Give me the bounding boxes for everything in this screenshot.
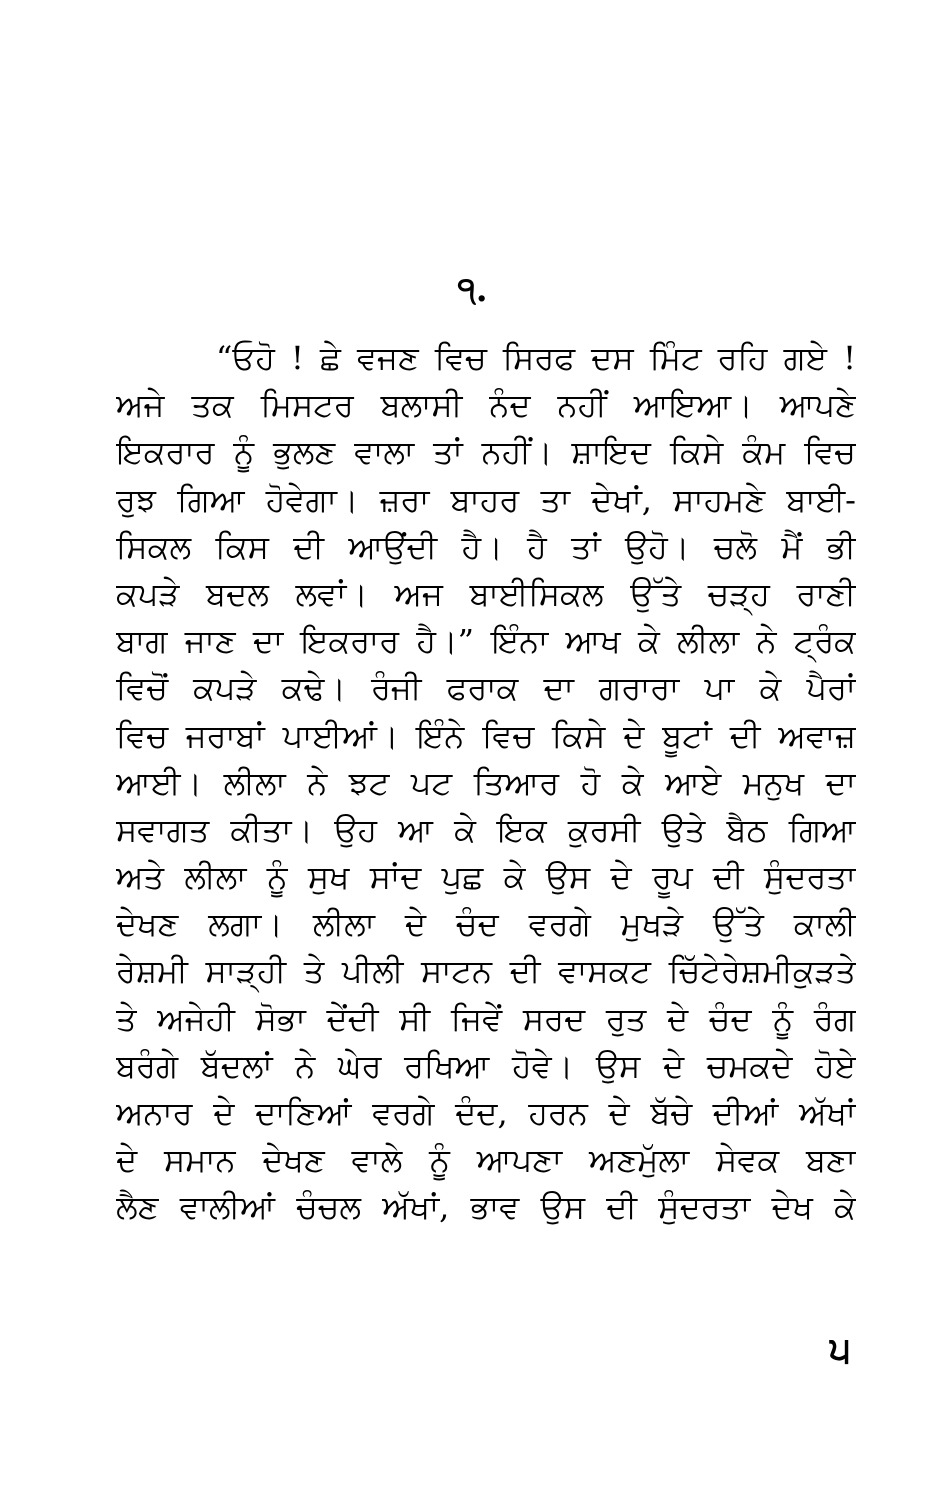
text-line: ਵਿਚੋਂ ਕਪੜੇ ਕਢੇ। ਰੰਜੀ ਫਰਾਕ ਦਾ ਗਰਾਰਾ ਪਾ ਕੇ ਪੈਰਾਂ: [116, 669, 856, 708]
text-line: ਰੇਸ਼ਮੀ ਸਾੜ੍ਹੀ ਤੇ ਪੀਲੀ ਸਾਟਨ ਦੀ ਵਾਸਕਟ ਚਿੱਟੇਰੇਸ਼ਮੀਕੁੜਤੇ: [116, 952, 856, 991]
text-line: ਸਵਾਗਤ ਕੀਤਾ। ਉਹ ਆ ਕੇ ਇਕ ਕੁਰਸੀ ਉਤੇ ਬੈਠ ਗਿਆ: [116, 810, 856, 849]
text-line: ਤੇ ਅਜੇਹੀ ਸੋਭਾ ਦੇਂਦੀ ਸੀ ਜਿਵੇਂ ਸਰਦ ਰੁਤ ਦੇ ਚੰਦ ਨੂੰ ਰੰਗ: [116, 999, 856, 1038]
page-number: ੫: [829, 1329, 851, 1371]
text-line: ਅਤੇ ਲੀਲਾ ਨੂੰ ਸੁਖ ਸਾਂਦ ਪੁਛ ਕੇ ਉਸ ਦੇ ਰੂਪ ਦੀ ਸੁੰਦਰਤਾ: [116, 858, 856, 897]
text-line: ਬਰੰਗੇ ਬੱਦਲਾਂ ਨੇ ਘੇਰ ਰਖਿਆ ਹੋਵੇ। ਉਸ ਦੇ ਚਮਕਦੇ ਹੋਏ: [116, 1046, 856, 1085]
text-line: ਆਈ। ਲੀਲਾ ਨੇ ਝਟ ਪਟ ਤਿਆਰ ਹੋ ਕੇ ਆਏ ਮਨੁਖ ਦਾ: [116, 763, 856, 802]
text-line: ਬਾਗ ਜਾਣ ਦਾ ਇਕਰਾਰ ਹੈ।” ਇੰਨਾ ਆਖ ਕੇ ਲੀਲਾ ਨੇ ਟ੍ਰੰਕ: [116, 622, 856, 661]
text-line: ਅਜੇ ਤਕ ਮਿਸਟਰ ਬਲਾਸੀ ਨੰਦ ਨਹੀਂ ਆਇਆ। ਆਪਣੇ: [116, 386, 856, 425]
text-line: ਕਪੜੇ ਬਦਲ ਲਵਾਂ। ਅਜ ਬਾਈਸਿਕਲ ਉੱਤੇ ਚੜ੍ਹ ਰਾਣੀ: [116, 574, 856, 613]
text-line: ਅਨਾਰ ਦੇ ਦਾਣਿਆਂ ਵਰਗੇ ਦੰਦ, ਹਰਨ ਦੇ ਬੱਚੇ ਦੀਆਂ ਅੱਖਾਂ: [116, 1094, 856, 1132]
text-line: ਦੇਖਣ ਲਗਾ। ਲੀਲਾ ਦੇ ਚੰਦ ਵਰਗੇ ਮੁਖੜੇ ਉੱਤੇ ਕਾਲੀ: [116, 905, 856, 944]
text-line: “ਓਹੋ ! ਛੇ ਵਜਣ ਵਿਚ ਸਿਰਫ ਦਸ ਮਿੰਟ ਰਹਿ ਗਏ !: [216, 339, 856, 377]
text-line: ਇਕਰਾਰ ਨੂੰ ਭੁਲਣ ਵਾਲਾ ਤਾਂ ਨਹੀਂ। ਸ਼ਾਇਦ ਕਿਸੇ ਕੰਮ ਵਿਚ: [116, 433, 856, 472]
text-line: ਵਿਚ ਜਰਾਬਾਂ ਪਾਈਆਂ। ਇੰਨੇ ਵਿਚ ਕਿਸੇ ਦੇ ਬੂਟਾਂ ਦੀ ਅਵਾਜ਼: [116, 716, 856, 755]
text-line: ਲੈਣ ਵਾਲੀਆਂ ਚੰਚਲ ਅੱਖਾਂ, ਭਾਵ ਉਸ ਦੀ ਸੁੰਦਰਤਾ ਦੇਖ ਕੇ: [116, 1188, 856, 1227]
text-line: ਦੇ ਸਮਾਨ ਦੇਖਣ ਵਾਲੇ ਨੂੰ ਆਪਣਾ ਅਣਮੁੱਲਾ ਸੇਵਕ ਬਣਾ: [116, 1141, 856, 1180]
text-line: ਸਿਕਲ ਕਿਸ ਦੀ ਆਉਂਦੀ ਹੈ। ਹੈ ਤਾਂ ਉਹੋ। ਚਲੋ ਮੈਂ ਭੀ: [116, 527, 856, 566]
body-text: [116, 335, 856, 1232]
chapter-number: ੧.: [457, 270, 488, 310]
text-line: ਰੁਝ ਗਿਆ ਹੋਵੇਗਾ। ਜ਼ਰਾ ਬਾਹਰ ਤਾ ਦੇਖਾਂ, ਸਾਹਮਣੇ ਬਾਈ-: [116, 480, 856, 519]
